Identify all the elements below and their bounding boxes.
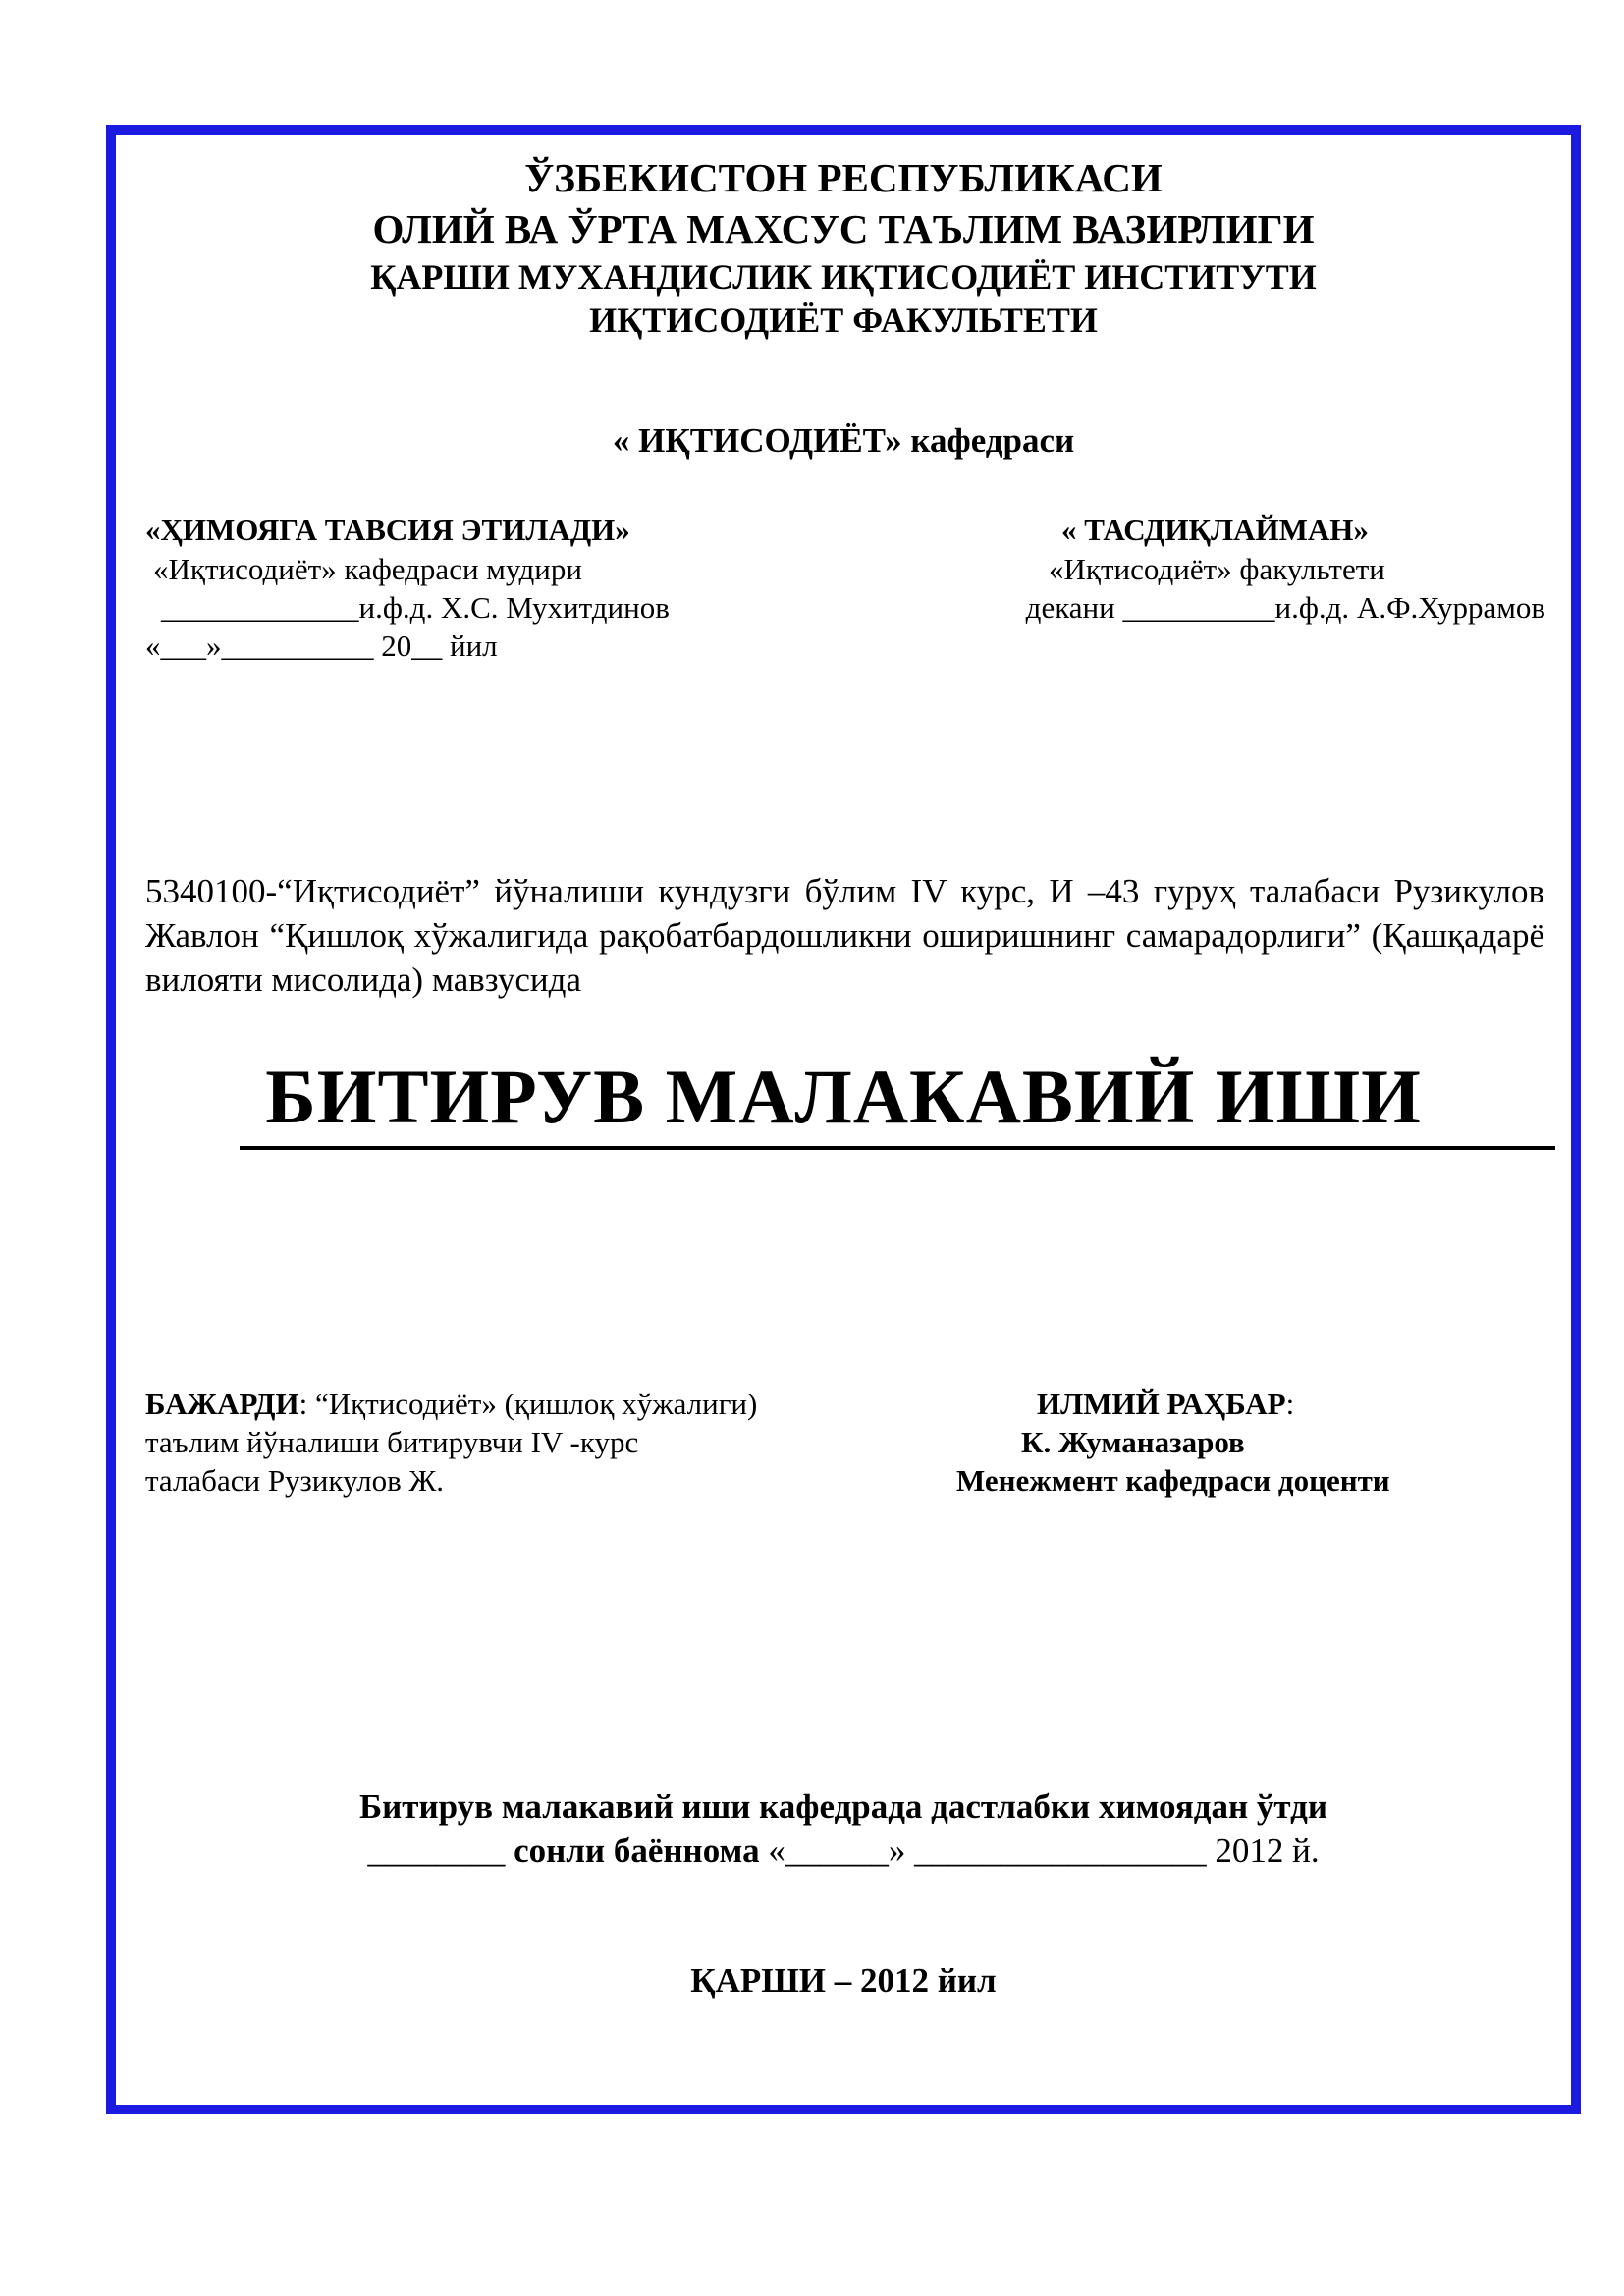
performer-line1-rest: : “Иқтисодиёт» (қишлоқ хўжалиги) xyxy=(298,1387,758,1421)
footer-protocol-blank: ________ xyxy=(367,1831,514,1870)
footer-protocol-line xyxy=(116,1831,1571,1871)
left-approval-title: «ҲИМОЯГА ТАВСИЯ ЭТИЛАДИ» xyxy=(145,513,630,547)
thesis-topic-paragraph: 5340100-“Иқтисодиёт” йўналиши кундузги бўлим IV курс, И –43 гуруҳ талабаси Рузикулов Жавлон “Қишлоқ хўжалигида рақобатбардошликни оширишнинг самарадорлиги” (Қашқадарё вилояти мисолида) мавзусида xyxy=(145,872,1544,999)
main-title: БИТИРУВ МАЛАКАВИЙ ИШИ xyxy=(265,1054,1422,1139)
left-approval-role: «Иқтисодиёт» кафедраси мудири xyxy=(153,552,582,586)
header-institute: ҚАРШИ МУХАНДИСЛИК ИҚТИСОДИЁТ ИНСТИТУТИ xyxy=(370,257,1317,297)
footer-protocol-date: «______» _________________ 2012 й. xyxy=(759,1831,1320,1870)
department-name: « ИҚТИСОДИЁТ» кафедраси xyxy=(612,421,1075,460)
supervisor-name: К. Жуманазаров xyxy=(1021,1425,1245,1459)
footer-city-year: ҚАРШИ – 2012 йил xyxy=(690,1961,997,1999)
supervisor-label: ИЛМИЙ РАҲБАР xyxy=(1037,1387,1286,1421)
supervisor-label-line xyxy=(1037,1387,1294,1422)
left-approval-date: «___»__________ 20__ йил xyxy=(145,629,498,663)
footer-defense-note: Битирув малакавий иши кафедрада дастлабки химоядан ўтди xyxy=(359,1787,1327,1826)
performer-line1 xyxy=(145,1387,757,1422)
title-underline xyxy=(240,1146,1555,1150)
header-ministry: ОЛИЙ ВА ЎРТА МАХСУС ТАЪЛИМ ВАЗИРЛИГИ xyxy=(372,206,1315,251)
footer-protocol-label: сонли баённома xyxy=(514,1831,760,1870)
performer-line2: таълим йўналиши битирувчи IV -курс xyxy=(145,1425,639,1459)
performer-line3: талабаси Рузикулов Ж. xyxy=(145,1463,445,1498)
left-approval-signature: _____________и.ф.д. Х.С. Мухитдинов xyxy=(161,590,670,625)
right-approval-signature: декани __________и.ф.д. А.Ф.Хуррамов xyxy=(1025,590,1545,625)
right-approval-title: « ТАСДИҚЛАЙМАН» xyxy=(1061,513,1369,547)
supervisor-position: Менежмент кафедраси доценти xyxy=(956,1463,1390,1498)
right-approval-role: «Иқтисодиёт» факультети xyxy=(1049,552,1385,586)
supervisor-colon: : xyxy=(1285,1387,1295,1421)
page-border-frame xyxy=(106,125,1581,2114)
header-faculty: ИҚТИСОДИЁТ ФАКУЛЬТЕТИ xyxy=(589,301,1098,340)
performer-label: БАЖАРДИ xyxy=(145,1387,299,1421)
header-country: ЎЗБЕКИСТОН РЕСПУБЛИКАСИ xyxy=(524,155,1163,200)
